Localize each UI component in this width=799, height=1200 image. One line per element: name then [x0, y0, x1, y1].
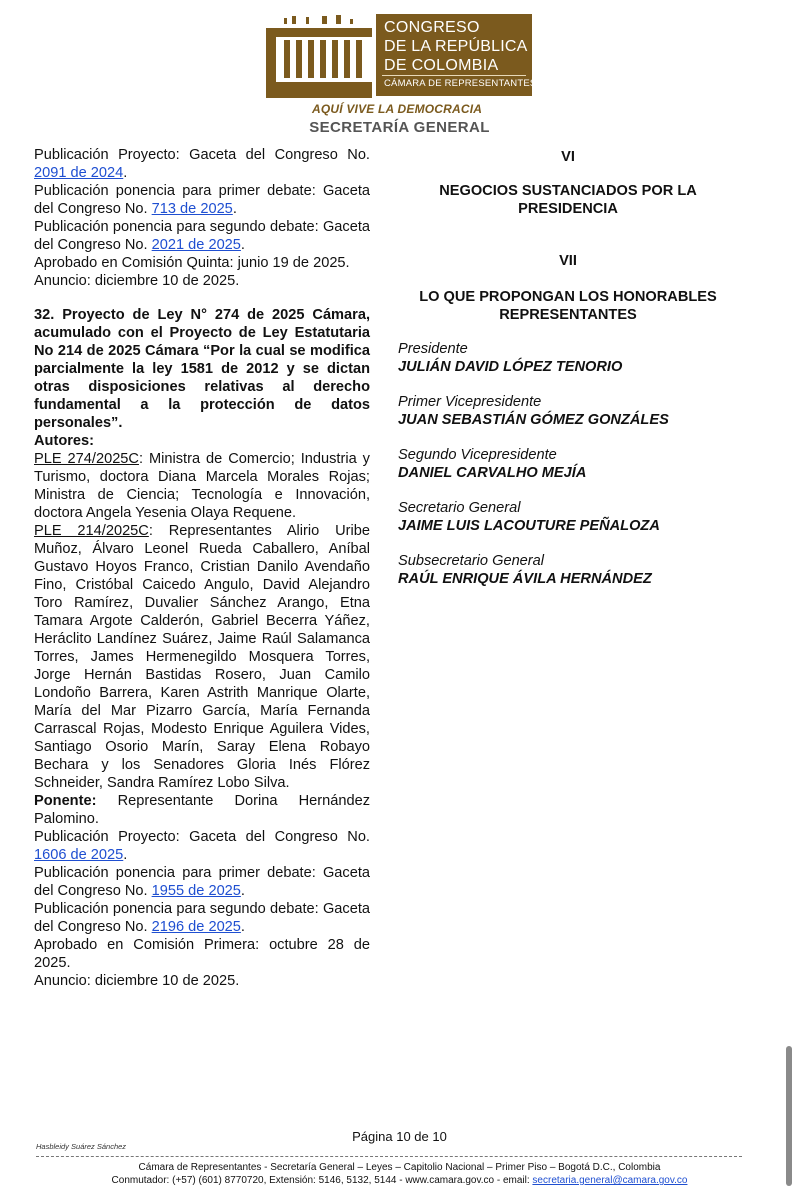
ponente-name: Representante Dorina Hernández Palomino. [34, 793, 370, 827]
logo-line-congreso: CONGRESO [384, 19, 480, 36]
ple-authors: : Ministra de Comercio; Industria y Turismo, doctora Diana Marcela Morales Rojas; Ministra de Ciencia; Tecnología e Innovación, doctora Angela Yesenia Olaya Requene. [34, 451, 370, 521]
section-vii-title: LO QUE PROPONGAN LOS HONORABLES REPRESENTANTES [419, 289, 717, 323]
official-role: Segundo Vicepresidente [398, 447, 557, 463]
label: Publicación ponencia para segundo debate: Gaceta del Congreso No. [34, 901, 370, 935]
footer-contact [0, 1175, 799, 1186]
capitol-building-icon [262, 14, 374, 98]
page-number: Página 10 de 10 [352, 1129, 447, 1144]
official-role: Subsecretario General [398, 553, 545, 569]
period: . [240, 883, 245, 899]
logo-line-camara: CÁMARA DE REPRESENTANTES [384, 78, 537, 89]
official-secretario-general [398, 499, 738, 535]
label: Publicación ponencia para segundo debate: Gaceta del Congreso No. [34, 219, 370, 253]
autores-ple-214 [34, 522, 370, 792]
section-vi-title: NEGOCIOS SUSTANCIADOS POR LA PRESIDENCIA [439, 183, 697, 217]
ple-code: PLE 214/2025C [34, 523, 149, 539]
official-role: Presidente [398, 341, 468, 357]
official-name: JAIME LUIS LACOUTURE PEÑALOZA [398, 518, 660, 534]
period: . [123, 847, 128, 863]
signature: Hasbleidy Suárez Sánchez [36, 1142, 127, 1151]
gaceta-link[interactable]: 1955 de 2025 [151, 883, 241, 899]
label: Publicación ponencia para primer debate: Gaceta del Congreso No. [34, 865, 370, 899]
ponente [34, 792, 370, 828]
period: . [240, 237, 245, 253]
header-logo [262, 14, 537, 116]
scrollbar[interactable] [786, 1046, 792, 1186]
gaceta-link[interactable]: 2021 de 2025 [151, 237, 241, 253]
item-32-title: 32. Proyecto de Ley N° 274 de 2025 Cámara, acumulado con el Proyecto de Ley Estatutaria No 214 de 2025 Cámara “Por la cual se modifica parcialmente la ley 1581 de 2012 y se dictan otras disposiciones relativas al derecho fundamental a la protección de datos personales”. [34, 307, 370, 431]
gaceta-link[interactable]: 1606 de 2025 [34, 847, 124, 863]
prev-anuncio: Anuncio: diciembre 10 de 2025. [34, 273, 240, 289]
anuncio: Anuncio: diciembre 10 de 2025. [34, 973, 240, 989]
gaceta-link[interactable]: 713 de 2025 [151, 201, 233, 217]
prev-pub-proyecto [34, 146, 370, 182]
logo-line-colombia: DE COLOMBIA [384, 57, 499, 74]
official-role: Primer Vicepresidente [398, 394, 542, 410]
section-vii-number: VII [559, 253, 577, 269]
label: Publicación Proyecto: Gaceta del Congreso No. [34, 147, 370, 163]
aprobado: Aprobado en Comisión Primera: octubre 28 de 2025. [34, 937, 370, 971]
official-segundo-vicepresidente [398, 446, 738, 482]
official-name: RAÚL ENRIQUE ÁVILA HERNÁNDEZ [398, 571, 652, 587]
prev-ponencia-2 [34, 218, 370, 254]
official-name: JULIÁN DAVID LÓPEZ TENORIO [398, 359, 623, 375]
footer-divider [36, 1156, 742, 1157]
email-link[interactable]: secretaria.general@camara.gov.co [532, 1175, 688, 1186]
autores-label: Autores: [34, 433, 94, 449]
footer-contact-text: Conmutador: (+57) (601) 8770720, Extensión: 5146, 5132, 5144 - www.camara.gov.co - email: [111, 1175, 533, 1186]
ponencia-2 [34, 900, 370, 936]
ponente-label: Ponente: [34, 793, 97, 809]
section-vi-number: VI [561, 149, 575, 165]
footer-address: Cámara de Representantes - Secretaría General – Leyes – Capitolio Nacional – Primer Piso – Bogotá D.C., Colombia [138, 1162, 661, 1173]
right-column [398, 146, 738, 588]
label: Publicación Proyecto: Gaceta del Congreso No. [34, 829, 370, 845]
logo-motto: AQUÍ VIVE LA DEMOCRACIA [312, 102, 483, 116]
left-column [34, 146, 370, 990]
department-heading: SECRETARÍA GENERAL [309, 119, 490, 136]
period: . [240, 919, 245, 935]
official-presidente [398, 340, 738, 376]
pub-proyecto [34, 828, 370, 864]
logo-wordmark [376, 14, 537, 96]
official-primer-vicepresidente [398, 393, 738, 429]
ple-code: PLE 274/2025C [34, 451, 139, 467]
official-role: Secretario General [398, 500, 521, 516]
official-name: JUAN SEBASTIÁN GÓMEZ GONZÁLES [398, 412, 669, 428]
prev-ponencia-1 [34, 182, 370, 218]
gaceta-link[interactable]: 2196 de 2025 [151, 919, 241, 935]
ponencia-1 [34, 864, 370, 900]
official-subsecretario-general [398, 552, 738, 588]
gaceta-link[interactable]: 2091 de 2024 [34, 165, 124, 181]
label: Publicación ponencia para primer debate: Gaceta del Congreso No. [34, 183, 370, 217]
autores-ple-274 [34, 450, 370, 522]
logo-line-republica: DE LA REPÚBLICA [384, 38, 528, 55]
ple-authors: : Representantes Alirio Uribe Muñoz, Álvaro Leonel Rueda Caballero, Aníbal Gustavo Hoyos Franco, Cristian Danilo Avendaño Fino, Cristóbal Caicedo Angulo, David Alejandro Toro Ramírez, Duvalier Sánchez Arango, Etna Tamara Argote Calderón, Gabriel Becerra Yáñez, Heráclito Landínez Suárez, Jaime Raúl Salamanca Torres, James Hermenegildo Mosquera Torres, Jorge Hernán Bastidas Rosero, Juan Camilo Londoño Barrera, Karen Astrith Manrique Olarte, María del Mar Pizarro García, María Fernanda Carrascal Rojas, Modesto Enrique Aguilera Vides, Santiago Osorio Marín, Saray Elena Robayo Bechara y los Senadores Gloria Inés Flórez Schneider, Sandra Ramírez Lobo Silva. [34, 523, 370, 791]
official-name: DANIEL CARVALHO MEJÍA [398, 465, 587, 481]
logo-divider [382, 75, 526, 76]
prev-aprobado: Aprobado en Comisión Quinta: junio 19 de 2025. [34, 255, 350, 271]
period: . [232, 201, 237, 217]
period: . [123, 165, 128, 181]
